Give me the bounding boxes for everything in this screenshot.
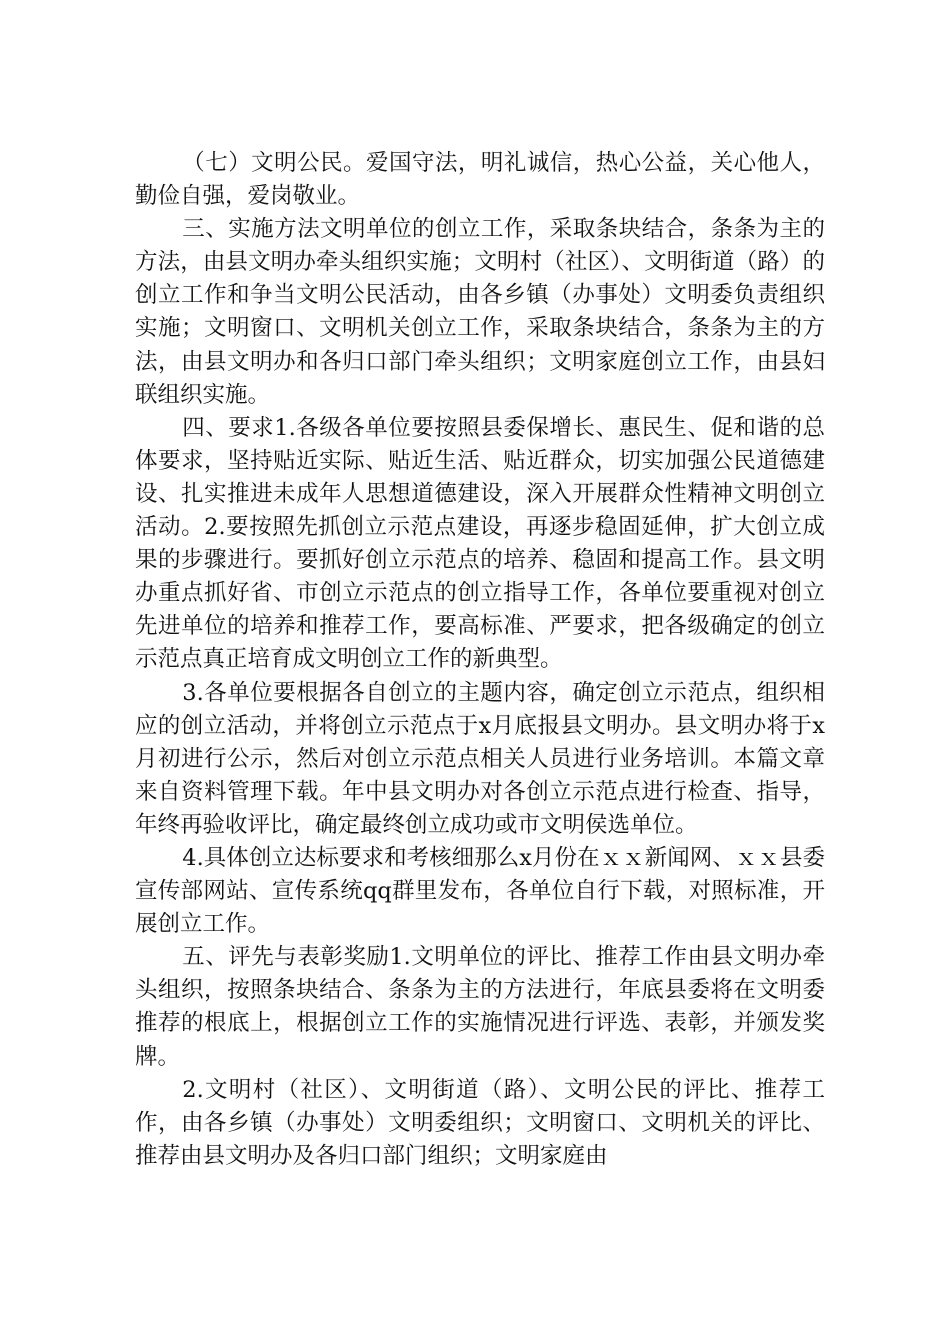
paragraph-requirements: 四、要求1.各级各单位要按照县委保增长、惠民生、促和谐的总体要求，坚持贴近实际、贴近生活、贴近群众，切实加强公民道德建设、扎实推进未成年人思想道德建设，深入开展群众性精神文明创立活动。2.要按照先抓创立示范点建设，再逐步稳固延伸，扩大创立成果的步骤进行。要抓好创立示范点的培养、稳固和提高工作。县文明办重点抓好省、市创立示范点的创立指导工作，各单位要重视对创立先进单位的培养和推荐工作，要高标准、严要求，把各级确定的创立示范点真正培育成文明创立工作的新典型。	[135, 414, 825, 673]
paragraph-civilized-citizen: （七）文明公民。爱国守法，明礼诚信，热心公益，关心他人，勤俭自强，爱岗敬业。	[135, 150, 825, 210]
document-body	[135, 147, 825, 1173]
paragraph-implementation-method: 三、实施方法文明单位的创立工作，采取条块结合，条条为主的方法，由县文明办牵头组织实施；文明村（社区）、文明街道（路）的创立工作和争当文明公民活动，由各乡镇（办事处）文明委负责组织实施；文明窗口、文明机关创立工作，采取条块结合，条条为主的方法，由县文明办和各归口部门牵头组织；文明家庭创立工作，由县妇联组织实施。	[135, 216, 825, 408]
paragraph-commendation: 五、评先与表彰奖励1.文明单位的评比、推荐工作由县文明办牵头组织，按照条块结合、条条为主的方法进行，年底县委将在文明委推荐的根底上，根据创立工作的实施情况进行评选、表彰，并颁发奖牌。	[135, 944, 825, 1070]
paragraph-requirement-3: 3.各单位要根据各自创立的主题内容，确定创立示范点，组织相应的创立活动，并将创立示范点于x月底报县文明办。县文明办将于x月初进行公示，然后对创立示范点相关人员进行业务培训。本篇文章来自资料管理下载。年中县文明办对各创立示范点进行检查、指导，年终再验收评比，确定最终创立成功或市文明侯选单位。	[135, 679, 825, 838]
paragraph-commendation-2: 2.文明村（社区）、文明街道（路）、文明公民的评比、推荐工作，由各乡镇（办事处）文明委组织；文明窗口、文明机关的评比、推荐由县文明办及各归口部门组织；文明家庭由	[135, 1076, 825, 1169]
paragraph-requirement-4: 4.具体创立达标要求和考核细那么x月份在ｘｘ新闻网、ｘｘ县委宣传部网站、宣传系统qq群里发布，各单位自行下载，对照标准，开展创立工作。	[135, 844, 825, 938]
